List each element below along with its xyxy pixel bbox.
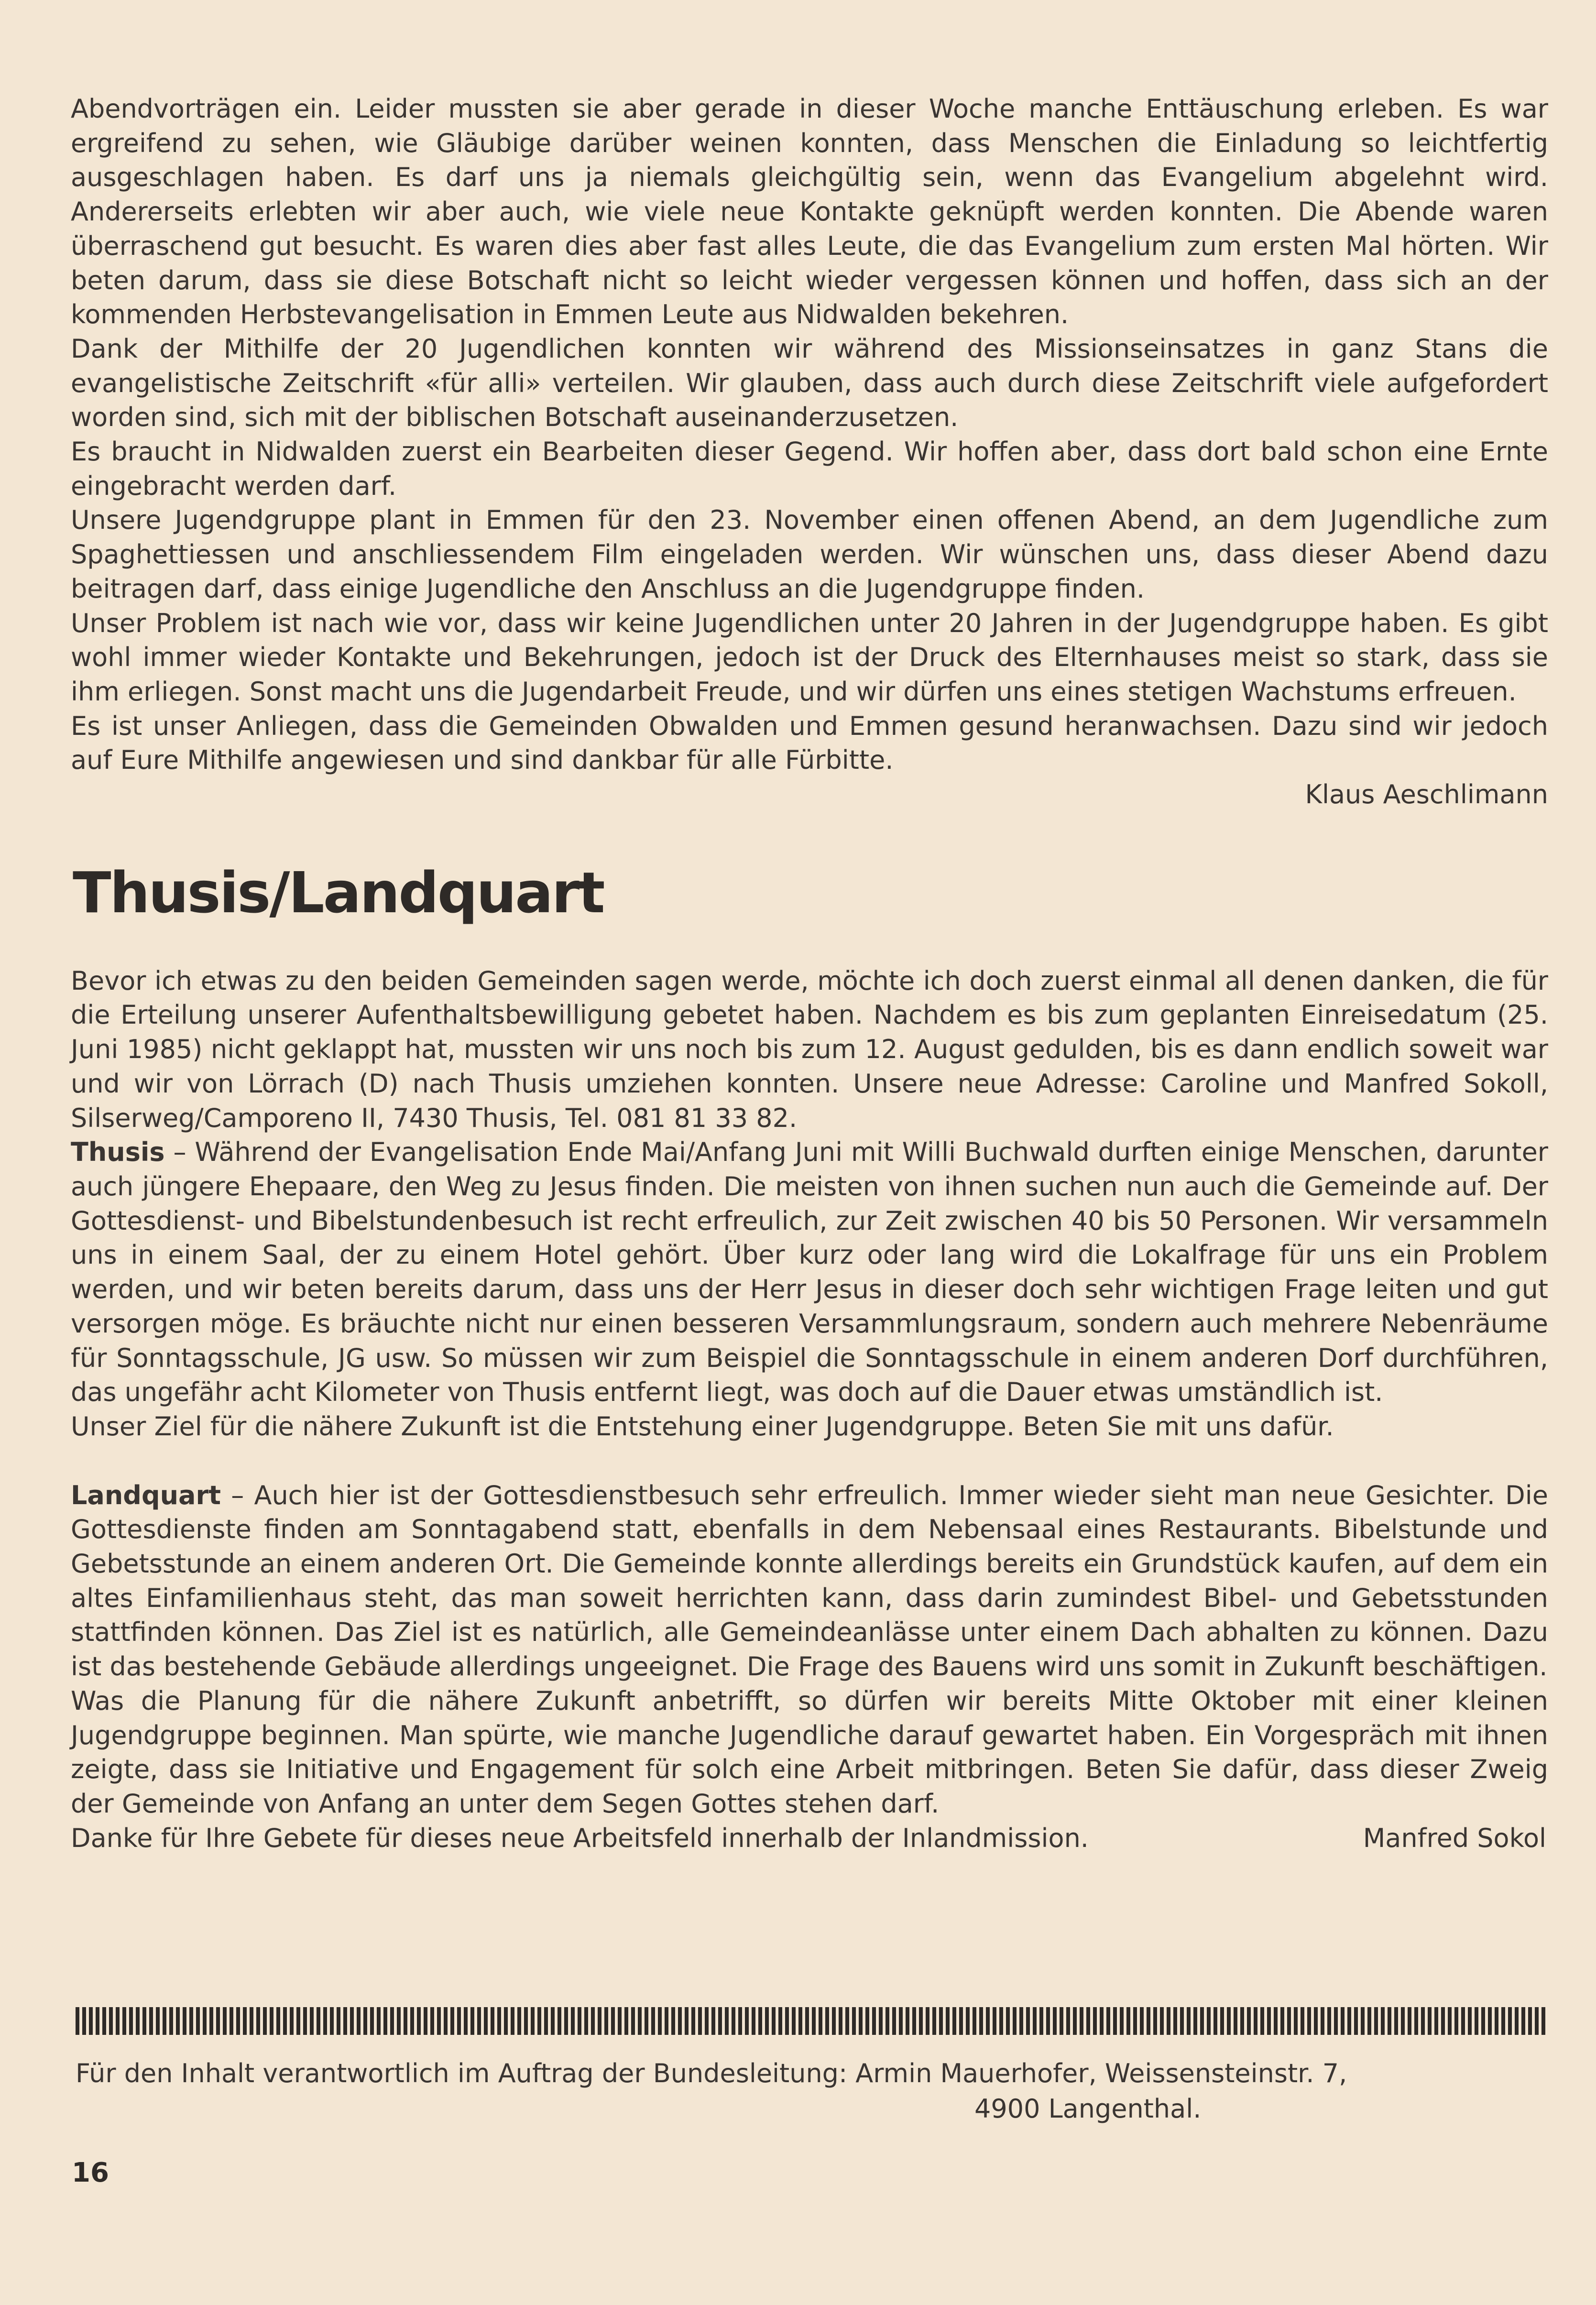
- paragraph: Dank der Mithilfe der 20 Jugendlichen konnten wir während des Missionseinsatzes in ganz Stans die evangelistische Zeitschrift «für alli» verteilen. Wir glauben, dass auch durch diese Zeitschrift viele aufgefordert worden sind, sich mit der biblischen Botschaft auseinanderzusetzen.: [71, 333, 1548, 433]
- paragraph: Bevor ich etwas zu den beiden Gemeinden sagen werde, möchte ich doch zuerst einmal all denen danken, die für die Erteilung unserer Aufenthaltsbewilligung gebetet haben. Nachdem es bis zum geplanten Einreisedatum (25. Juni 1985) nicht geklappt hat, mussten wir uns noch bis zum 12. August gedulden, bis es dann endlich soweit war und wir von Lörrach (D) nach Thusis umziehen konnten. Unsere neue Adresse: Caroline und Manfred Sokoll, Silserweg/Camporeno II, 7430 Thusis, Tel. 081 81 33 82.: [71, 965, 1548, 1133]
- paragraph: Abendvorträgen ein. Leider mussten sie aber gerade in dieser Woche manche Enttäuschung erleben. Es war ergreifend zu sehen, wie Gläubige darüber weinen konnten, dass Menschen die Einladung so leichtfertig ausgeschlagen haben. Es darf uns ja niemals gleichgültig sein, wenn das Evangelium abgelehnt wird. Andererseits erlebten wir aber auch, wie viele neue Kontakte geknüpft werden konnten. Die Abende waren überraschend gut besucht. Es waren dies aber fast alles Leute, die das Evangelium zum ersten Mal hörten. Wir beten darum, dass sie diese Botschaft nicht so leicht wieder vergessen können und hoffen, dass sich an der kommenden Herbstevangelisation in Emmen Leute aus Nidwalden bekehren.: [71, 94, 1548, 330]
- section-emmen-report: [71, 92, 1548, 777]
- paragraph-text: – Während der Evangelisation Ende Mai/Anfang Juni mit Willi Buchwald durften einige Menschen, darunter auch jüngere Ehepaare, den Weg zu Jesus finden. Die meisten von ihnen suchen nun auch die Gemeinde auf. Der Gottesdienst- und Bibelstundenbesuch ist recht erfreulich, zur Zeit zwischen 40 bis 50 Personen. Wir versammeln uns in einem Saal, der zu einem Hotel gehört. Über kurz oder lang wird die Lokalfrage für uns ein Problem werden, und wir beten bereits darum, dass uns der Herr Jesus in dieser doch sehr wichtigen Frage leiten und gut versorgen möge. Es bräuchte nicht nur einen besseren Versammlungsraum, sondern auch mehrere Nebenräume für Sonntagsschule, JG usw. So müssen wir zum Beispiel die Sonntagsschule in einem anderen Dorf durchführen, das ungefähr acht Kilometer von Thusis entfernt liegt, was doch auf die Dauer etwas umständlich ist.: [71, 1137, 1548, 1408]
- spacer: [71, 1444, 1548, 1478]
- decorative-divider: [76, 2007, 1548, 2035]
- paragraph: Unsere Jugendgruppe plant in Emmen für den 23. November einen offenen Abend, an dem Jugendliche zum Spaghettiessen und anschliessendem Film eingeladen werden. Wir wünschen uns, dass dieser Abend dazu beitragen darf, dass einige Jugendliche den Anschluss an die Jugendgruppe finden.: [71, 505, 1548, 604]
- paragraph: Was die Planung für die nähere Zukunft anbetrifft, so dürfen wir bereits Mitte Oktober mit einer kleinen Jugendgruppe beginnen. Man spürte, wie manche Jugendliche darauf gewartet haben. Ein Vorgespräch mit ihnen zeigte, dass sie Initiative und Engagement für solch eine Arbeit mitbringen. Beten Sie dafür, dass dieser Zweig der Gemeinde von Anfang an unter dem Segen Gottes stehen darf.: [71, 1685, 1548, 1819]
- closing-text: Danke für Ihre Gebete für dieses neue Arbeitsfeld innerhalb der Inlandmission.: [71, 1823, 1089, 1853]
- paragraph: [71, 1478, 1548, 1684]
- author-signature: Manfred Sokol: [1363, 1823, 1546, 1853]
- author-signature: Klaus Aeschlimann: [1305, 779, 1548, 810]
- article-page: [71, 92, 1548, 1855]
- imprint-line: Für den Inhalt verantwortlich im Auftrag der Bundesleitung: Armin Mauerhofer, Weissensteinstr. 7,: [76, 2058, 1347, 2088]
- paragraph: Unser Ziel für die nähere Zukunft ist die Entstehung einer Jugendgruppe. Beten Sie mit uns dafür.: [71, 1411, 1334, 1442]
- imprint-line: 4900 Langenthal.: [974, 2094, 1202, 2124]
- imprint: [76, 2056, 1548, 2127]
- page-number: 16: [72, 2157, 109, 2188]
- paragraph: [71, 1135, 1548, 1409]
- subsection-label: Landquart: [71, 1480, 221, 1510]
- section-thusis-landquart: [71, 964, 1548, 1821]
- closing-line: [71, 1821, 1548, 1856]
- paragraph: Unser Problem ist nach wie vor, dass wir keine Jugendlichen unter 20 Jahren in der Jugendgruppe haben. Es gibt wohl immer wieder Kontakte und Bekehrungen, jedoch ist der Druck des Elternhauses meist so stark, dass sie ihm erliegen. Sonst macht uns die Jugendarbeit Freude, und wir dürfen uns eines stetigen Wachstums erfreuen.: [71, 608, 1548, 707]
- paragraph: Es ist unser Anliegen, dass die Gemeinden Obwalden und Emmen gesund heranwachsen. Dazu sind wir jedoch auf Eure Mithilfe angewiesen und sind dankbar für alle Fürbitte.: [71, 710, 1548, 776]
- subsection-label: Thusis: [71, 1137, 165, 1168]
- section-heading: Thusis/Landquart: [73, 859, 604, 926]
- paragraph: Es braucht in Nidwalden zuerst ein Bearbeiten dieser Gegend. Wir hoffen aber, dass dort bald schon eine Ernte eingebracht werden darf.: [71, 437, 1548, 501]
- paragraph-text: – Auch hier ist der Gottesdienstbesuch sehr erfreulich. Immer wieder sieht man neue Gesichter. Die Gottesdienste finden am Sonntagabend statt, ebenfalls in dem Nebensaal eines Restaurants. Bibelstunde und Gebetsstunde an einem anderen Ort. Die Gemeinde konnte allerdings bereits ein Grundstück kaufen, auf dem ein altes Einfamilienhaus steht, das man soweit herrichten kann, dass darin zumindest Bibel- und Gebetsstunden stattfinden können. Das Ziel ist es natürlich, alle Gemeindeanlässe unter einem Dach abhalten zu können. Dazu ist das bestehende Gebäude allerdings ungeeignet. Die Frage des Bauens wird uns somit in Zukunft beschäftigen.: [71, 1480, 1548, 1682]
